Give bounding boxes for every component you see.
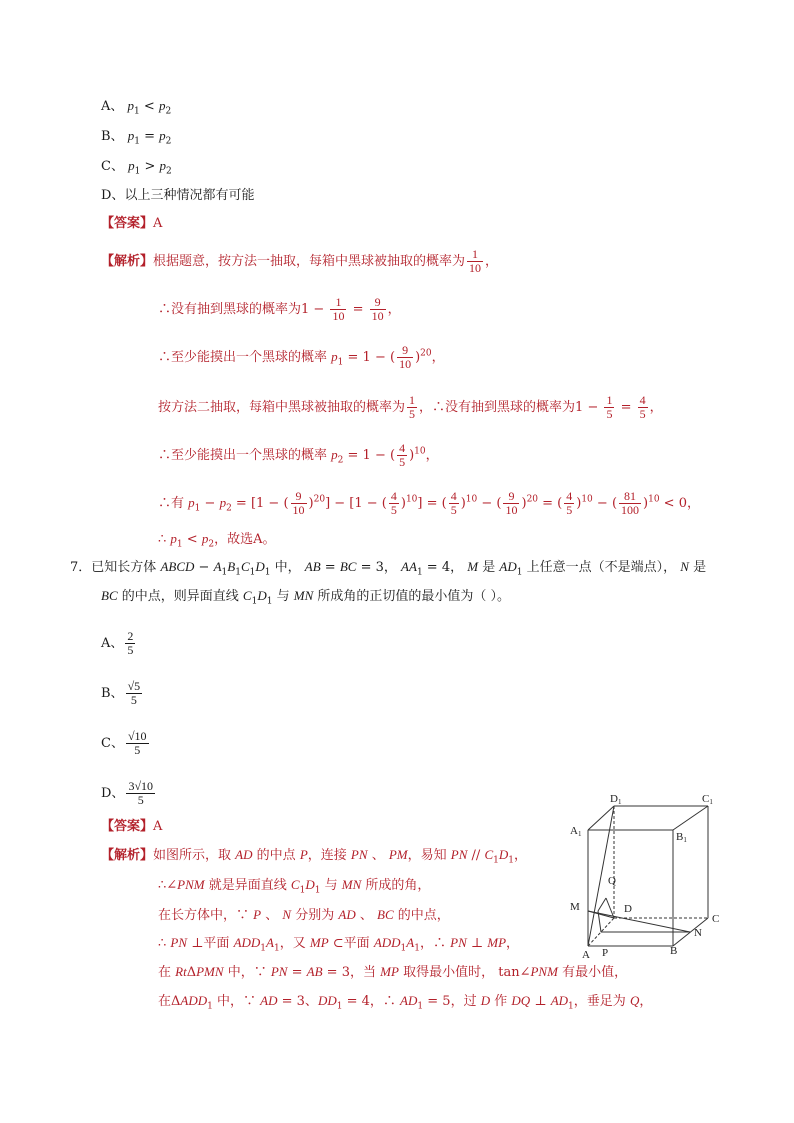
- svg-text:A1: A1: [570, 825, 582, 838]
- answer-line: 【答案】A: [101, 216, 163, 231]
- q7-analysis-line-1: 【解析】如图所示，取 AD 的中点 P，连接 PN 、 PM，易知 PN // $C_1D_1$，: [101, 847, 527, 866]
- q7-analysis-line-5: 在 RtΔPMN 中，∵ PN = AB = 3，当 MP 取得最小值时， tan∠PNM 有最小值，: [158, 964, 628, 980]
- q7-answer-line: 【答案】A: [101, 819, 163, 834]
- q7-analysis-line-3: 在长方体中，∵ P 、 N 分别为 AD 、 BC 的中点，: [158, 907, 450, 923]
- q7-option-d: D、 $\frac{3√10}{5}$: [101, 779, 154, 807]
- q7-analysis-line-6: 在$\Delta ADD_1$ 中，∵ AD = 3、$DD_1 = 4$，∴ $AD_1 = 5$，过 D 作 DQ ⊥ $AD_1$，垂足为 Q，: [158, 993, 653, 1012]
- analysis-line-5: ∴至少能摸出一个黑球的概率 $p_2 = 1$ − ( $\frac{4}{5}$ )$^{10}$，: [158, 441, 439, 469]
- q7-option-a: A、 $\frac{2}{5}$: [101, 629, 134, 657]
- q7-stem-line-2: BC 的中点，则异面直线 $C_1D_1$ 与 MN 所成角的正切值的最小值为（ ）。: [101, 588, 511, 607]
- analysis-line-3: ∴至少能摸出一个黑球的概率 $p_1 = 1$ − ( $\frac{9}{10}$ )$^{20}$，: [158, 343, 445, 371]
- q7-option-c: C、 $\frac{√10}{5}$: [101, 729, 147, 757]
- svg-text:P: P: [602, 947, 609, 959]
- svg-text:D1: D1: [610, 793, 622, 806]
- option-a: A、 $p_1 < p_2$: [101, 98, 172, 117]
- svg-text:A: A: [582, 949, 590, 961]
- analysis-line-2: ∴没有抽到黑球的概率为1 − $\frac{1}{10}$ = $\frac{9}{10}$ ，: [158, 295, 401, 323]
- analysis-line-7: ∴ $p_1 < p_2$，故选A。: [158, 531, 276, 550]
- cuboid-figure: [566, 790, 730, 962]
- q7-stem-line-1: 7．已知长方体 ABCD − $A_1B_1C_1D_1$ 中， AB = BC = 3， $AA_1 = 4$， M 是 $AD_1$ 上任意一点（不是端点）， N 是: [70, 559, 707, 578]
- analysis-line-6: ∴有 $p_1 - p_2 = [1$ − ( $\frac{9}{10}$ )$^{20}$] − [1 − ( $\frac{4}{5}$ )$^{10}$] = ( $\frac{4}{5}$ )$^{10}$ − ( $\frac{9}{10}$ )$^{20}$ = ( $\frac{4}{5}$ )$^{10}$ − ( $\frac{81}{100}$ )$^{10}$ < 0，: [158, 489, 700, 517]
- svg-text:B1: B1: [676, 831, 687, 844]
- svg-text:N: N: [694, 927, 702, 939]
- analysis-line-4: 按方法二抽取，每箱中黑球被抽取的概率为 $\frac{1}{5}$ ，∴没有抽到黑球的概率为1 − $\frac{1}{5}$ = $\frac{4}{5}$ ，: [158, 393, 663, 421]
- q7-analysis-line-4: ∴ PN ⊥平面 $ADD_1A_1$，又 MP ⊂平面 $ADD_1A_1$，∴ PN ⊥ MP，: [158, 935, 520, 954]
- option-c: C、 $p_1 > p_2$: [101, 158, 172, 177]
- svg-text:C1: C1: [702, 793, 713, 806]
- q7-option-b: B、 $\frac{√5}{5}$: [101, 679, 141, 707]
- svg-text:C: C: [712, 913, 720, 925]
- analysis-line-1: 【解析】根据题意，按方法一抽取，每箱中黑球被抽取的概率为 $\frac{1}{10}$ ，: [101, 247, 499, 275]
- option-b: B、 $p_1 = p_2$: [101, 128, 172, 147]
- q7-analysis-line-2: ∴∠PNM 就是异面直线 $C_1D_1$ 与 MN 所成的角，: [158, 877, 431, 896]
- svg-text:B: B: [670, 945, 678, 957]
- svg-text:D: D: [624, 903, 632, 915]
- svg-text:Q: Q: [608, 875, 616, 887]
- option-d: D、以上三种情况都有可能: [101, 188, 255, 203]
- svg-text:M: M: [570, 901, 580, 913]
